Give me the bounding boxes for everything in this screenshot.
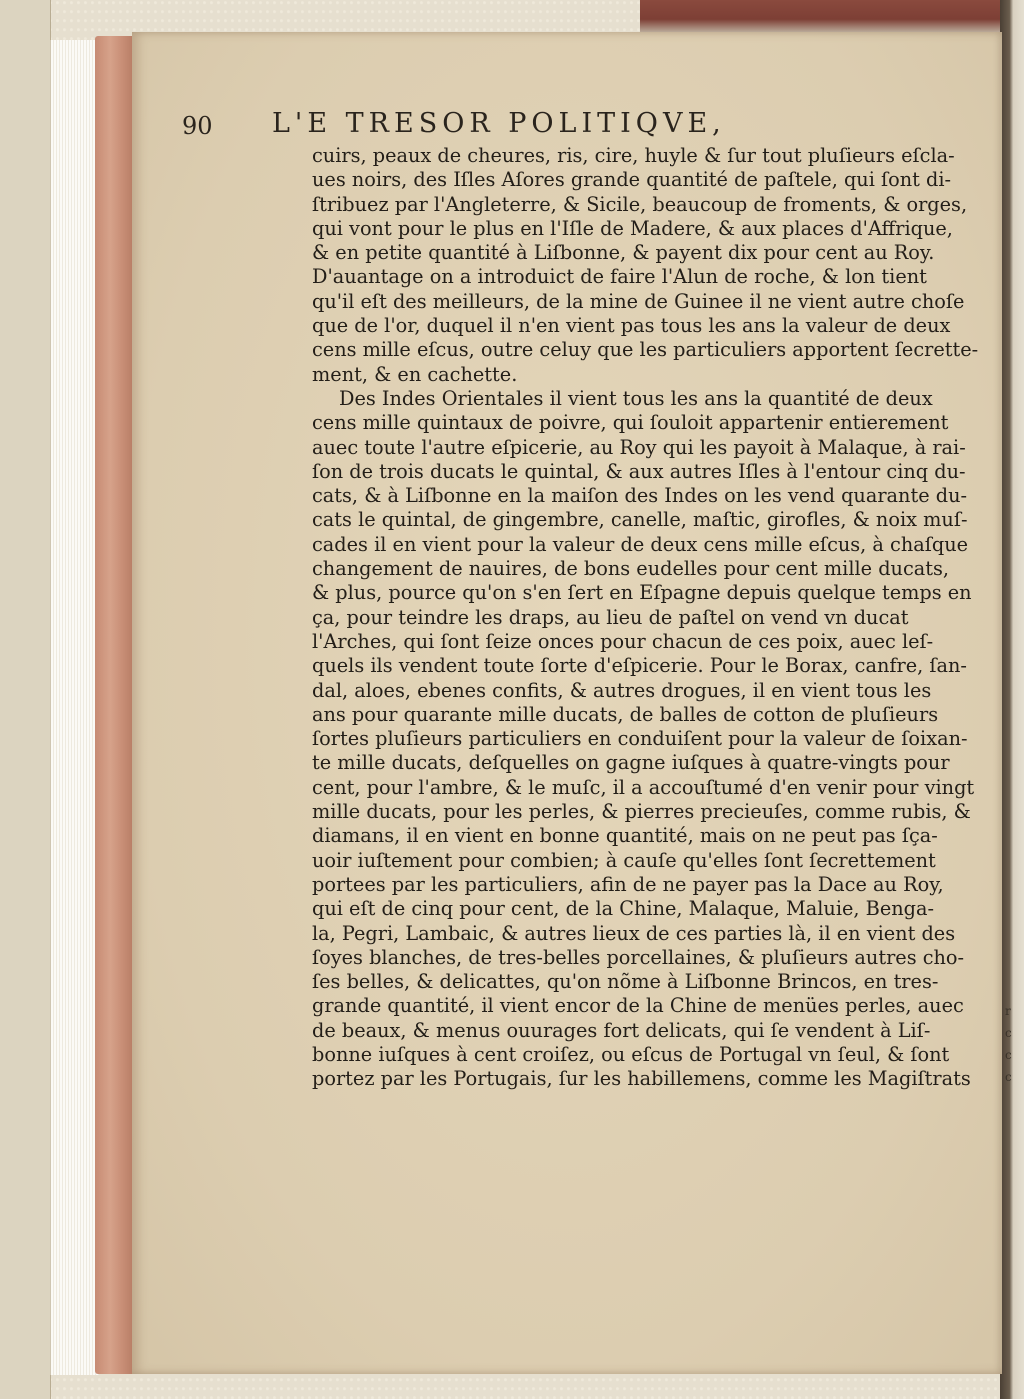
- text-line: ça, pour teindre les draps, au lieu de paſtel on vend vn ducat: [312, 605, 909, 629]
- text-line: quels ils vendent toute ſorte d'eſpicerie. Pour le Borax, canfre, ſan-: [312, 654, 967, 678]
- text-line: ſes belles, & delicattes, qu'on nõme à Liſbonne Brincos, en tres-: [312, 970, 939, 994]
- text-line: ſtribuez par l'Angleterre, & Sicile, beaucoup de froments, & orges,: [312, 192, 968, 216]
- text-line: qu'il eſt des meilleurs, de la mine de Guinee il ne vient autre choſe: [312, 289, 965, 313]
- text-line: changement de nauires, de bons eudelles pour cent mille ducats,: [312, 557, 950, 581]
- text-line: ſoyes blanches, de tres-belles porcellaines, & pluſieurs autres cho-: [312, 945, 965, 969]
- text-line: cades il en vient pour la valeur de deux cens mille eſcus, à chaſque: [312, 532, 969, 556]
- page-number: 90: [182, 112, 213, 140]
- text-line: mille ducats, pour les perles, & pierres precieuſes, comme rubis, &: [312, 800, 971, 824]
- binding-top: [640, 0, 1020, 32]
- text-line: Des Indes Orientales il vient tous les ans la quantité de deux: [339, 386, 933, 410]
- text-line: te mille ducats, deſquelles on gagne iuſques à quatre-vingts pour: [312, 751, 950, 775]
- page-stack: [50, 40, 99, 1375]
- text-line: & en petite quantité à Liſbonne, & payent dix pour cent au Roy.: [312, 241, 935, 265]
- margin-fragment: c: [1005, 1070, 1012, 1084]
- text-line: grande quantité, il vient encor de la Chine de menües perles, auec: [312, 994, 964, 1018]
- running-title: L'E TRESOR POLITIQVE,: [272, 108, 726, 139]
- text-line: & plus, pource qu'on s'en ſert en Eſpagne depuis quelque temps en: [312, 581, 972, 605]
- text-line: ſon de trois ducats le quintal, & aux autres Iſles à l'entour cinq du-: [312, 459, 966, 483]
- text-line: de beaux, & menus ouurages fort delicats, qui ſe vendent à Liſ-: [312, 1018, 931, 1042]
- text-line: ment, & en cachette.: [312, 362, 518, 386]
- text-line: portees par les particuliers, afin de ne payer pas la Dace au Roy,: [312, 872, 944, 896]
- gilt-page-edges: [95, 36, 133, 1374]
- text-line: bonne iuſques à cent croiſez, ou eſcus de Portugal vn ſeul, & ſont: [312, 1042, 950, 1066]
- text-line: D'auantage on a introduict de faire l'Alun de roche, & lon tient: [312, 265, 927, 289]
- text-line: cens mille quintaux de poivre, qui ſouloit appartenir entierement: [312, 411, 949, 435]
- text-line: cuirs, peaux de cheures, ris, cire, huyle & ſur tout pluſieurs eſcla-: [312, 144, 955, 167]
- running-head: [182, 108, 872, 148]
- text-line: qui eſt de cinq pour cent, de la Chine, Malaque, Maluie, Benga-: [312, 897, 934, 921]
- text-line: cent, pour l'ambre, & le muſc, il a accouſtumé d'en venir pour vingt: [312, 775, 975, 799]
- facing-page-fragment: [1005, 1000, 1024, 1300]
- text-line: que de l'or, duquel il n'en vient pas tous les ans la valeur de deux: [312, 314, 951, 338]
- text-line: dal, aloes, ebenes confits, & autres drogues, il en vient tous les: [312, 678, 932, 702]
- text-line: ſortes pluſieurs particuliers en conduiſent pour la valeur de ſoixan-: [312, 727, 968, 751]
- text-line: cats le quintal, de gingembre, canelle, maſtic, girofles, & noix muſ-: [312, 508, 968, 532]
- text-line: l'Arches, qui ſont ſeize onces pour chacun de ces poix, auec leſ-: [312, 629, 934, 653]
- text-line: cats, & à Liſbonne en la maiſon des Indes on les vend quarante du-: [312, 484, 968, 508]
- text-line: uoir iuſtement pour combien; à cauſe qu'elles ſont ſecrettement: [312, 848, 936, 872]
- text-line: ues noirs, des Iſles Aſores grande quantité de paſtele, qui ſont di-: [312, 168, 952, 192]
- text-line: la, Pegri, Lambaic, & autres lieux de ces parties là, il en vient des: [312, 921, 956, 945]
- margin-fragment: c: [1005, 1048, 1012, 1062]
- text-line: cens mille eſcus, outre celuy que les particuliers apportent ſecrette-: [312, 338, 979, 362]
- text-line: diamans, il en vient en bonne quantité, mais on ne peut pas ſça-: [312, 824, 938, 848]
- text-line: auec toute l'autre eſpicerie, au Roy qui les payoit à Malaque, à rai-: [312, 435, 966, 459]
- text-line: portez par les Portugais, ſur les habillemens, comme les Magiſtrats: [312, 1067, 971, 1091]
- body-text: [312, 144, 979, 1092]
- book-cover-edge: [0, 0, 51, 1399]
- margin-fragment: c: [1005, 1026, 1012, 1040]
- text-line: qui vont pour le plus en l'Iſle de Madere, & aux places d'Affrique,: [312, 216, 953, 240]
- margin-fragment: r: [1005, 1004, 1011, 1018]
- text-line: ans pour quarante mille ducats, de balles de cotton de pluſieurs: [312, 702, 939, 726]
